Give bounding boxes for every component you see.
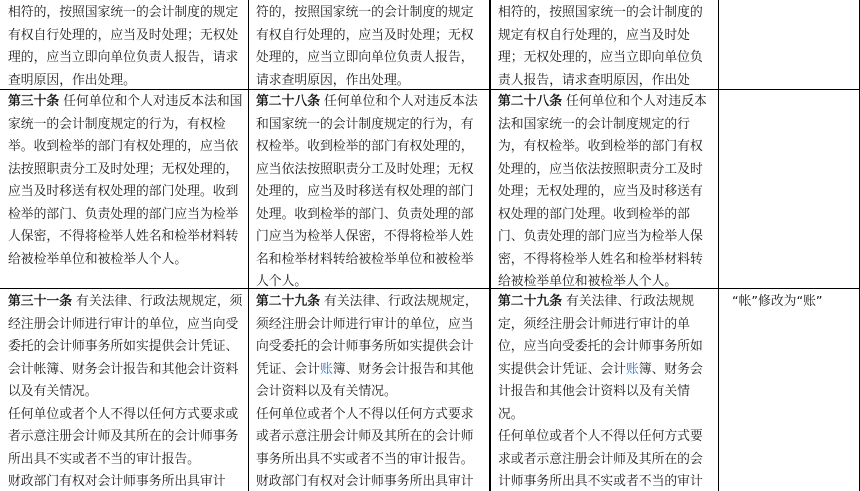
cell-text: 相符的，按照国家统一的会计制度的规定有权自行处理的，应当及时处理；无权处理的，应当立即向单位负责人报告，请求查明原因，作出处理。 [8,5,239,88]
article-number: 第二十八条 [256,94,320,109]
cell-text: 任何单位和个人对违反本法和国家统一的会计制度规定的行为，有权检举。收到检举的部门有权处理的，应当依法按照职责分工及时处理；无权处理的，应当及时移送有权处理的部门处理。收到检举的部门、负责处理的部门应当为检举人保密，不得将检举人姓名和检举材料转给被检举单位和被检举人个人。 [256,94,478,288]
highlighted-character: 账 [319,361,333,377]
cell-col4 [718,288,860,491]
cell-text: 财政部门有权对会计师事务所出具审计 [256,474,474,489]
cell-text: 有关法律、行政法规规定，须经注册会计师进行审计的单位，应当向受委托的会计师事务所如实提供会计凭证、会计 [498,294,703,377]
cell-text: 任何单位或者个人不得以任何方式要求或者示意注册会计师及其所在的会计师事务所出具不实或者不当的审计 [498,429,703,489]
article-number: 第三十条 [8,94,60,109]
cell-text: 任何单位和个人对违反本法和国家统一的会计制度规定的行为，有权检举。收到检举的部门有权处理的，应当依法按照职责分工及时处理；无权处理的，应当及时移送有权处理的部门处理。收到检举的部门、负责处理的部门应当为检举人保密，不得将检举人姓名和检举材料转给被检举单位和被检举人个人。 [8,94,243,267]
cell-col2 [248,0,490,89]
cell-col1 [0,288,248,491]
cell-text: 符的，按照国家统一的会计制度的规定有权自行处理的，应当及时处理；无权处理的，应当立即向单位负责人报告，请求查明原因，作出处理。 [256,5,474,88]
article-number: 第二十八条 [498,94,562,109]
cell-col1 [0,0,248,89]
cell-col3 [490,0,718,89]
table-row [0,89,860,289]
column-divider [248,0,249,491]
column-divider [718,0,719,491]
cell-text: 有关法律、行政法规规定，须经注册会计师进行审计的单位，应当向受委托的会计师事务所如实提供会计凭证、会计 [256,294,478,377]
cell-text: 相符的，按照国家统一的会计制度的规定有权自行处理的，应当及时处理；无权处理的，应当立即向单位负责人报告，请求查明原因，作出处 [498,5,703,88]
cell-col2 [248,89,490,288]
cell-text: 任何单位和个人对违反本法和国家统一的会计制度规定的行为，有权检举。收到检举的部门有权处理的，应当依法按照职责分工及时处理；无权处理的，应当及时移送有权处理的部门处理。收到检举的部门、负责处理的部门应当为检举人保密，不得将检举人姓名和检举材料转给被检举单位和被检举人个人。 [498,94,707,288]
cell-col2 [248,288,490,491]
cell-col3 [490,288,718,491]
cell-col1 [0,89,248,288]
highlighted-character: 账 [625,361,639,377]
cell-col4 [718,89,860,288]
cell-text: 任何单位或者个人不得以任何方式要求或者示意注册会计师及其所在的会计师事务所出具不实或者不当的审计报告。 [256,406,474,467]
article-number: 第二十九条 [256,294,320,309]
table-row [0,288,860,491]
article-number: 第二十九条 [498,294,562,309]
cell-text: 簿、财务会计报告和其他会计资料以及有关情况。 [498,361,703,422]
cell-col4 [718,0,860,89]
cell-text: 有关法律、行政法规规定，须经注册会计师进行审计的单位，应当向受委托的会计师事务所如实提供会计凭证、会计帐簿、财务会计报告和其他会计资料以及有关情况。 [8,294,243,399]
table-row [0,0,860,90]
cell-text: 簿、财务会计报告和其他会计资料以及有关情况。 [256,361,474,399]
article-number: 第三十一条 [8,294,72,309]
cell-text: 任何单位或者个人不得以任何方式要求或者示意注册会计师及其所在的会计师事务所出具不实或者不当的审计报告。 [8,406,239,467]
column-divider [489,0,491,491]
cell-col3 [490,89,718,288]
change-note: “帐”修改为“账” [732,294,823,309]
cell-text: 财政部门有权对会计师事务所出具审计 [8,474,226,489]
